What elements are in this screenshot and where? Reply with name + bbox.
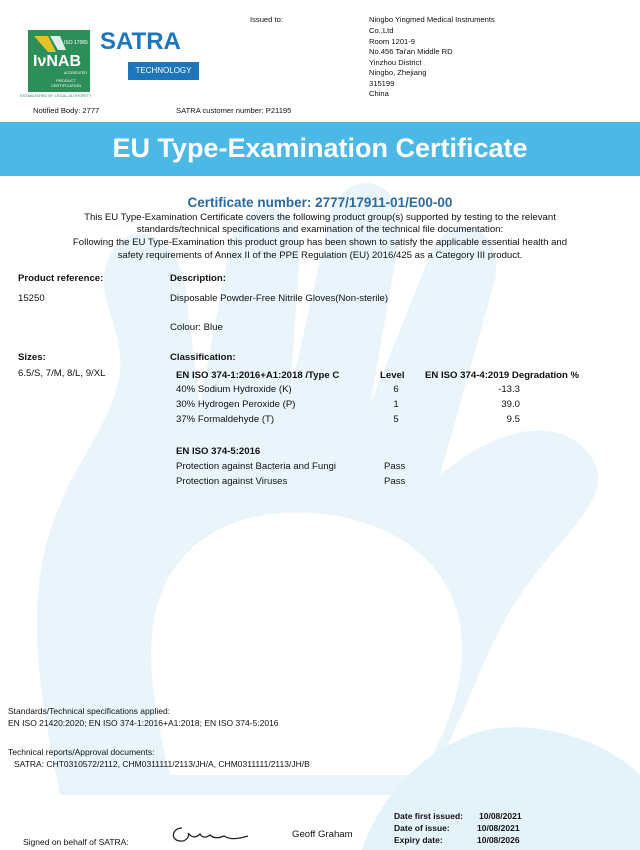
intro-line: Following the EU Type-Examination this product group has been shown to satisfy the applicable essential health and xyxy=(72,237,568,248)
satra-logo-tag: TECHNOLOGY xyxy=(128,62,199,80)
intro-line: safety requirements of Annex II of the PPE Regulation (EU) 2016/425 as a Category III product. xyxy=(117,250,523,261)
micro-header: EN ISO 374-5:2016 xyxy=(176,446,261,457)
issued-to-line: Ningbo, Zhejiang xyxy=(369,68,427,77)
header-area xyxy=(0,0,640,122)
chem-row-degradation: 9.5 xyxy=(506,414,520,425)
issued-to-line: Ningbo Yingmed Medical Instruments xyxy=(369,15,495,24)
satra-logo-name: SATRA xyxy=(100,28,181,55)
chem-row-degradation: 39.0 xyxy=(501,399,520,410)
notified-body: Notified Body: 2777 xyxy=(33,106,100,115)
expiry-date-label: Expiry date: xyxy=(394,835,443,845)
sizes-label: Sizes: xyxy=(18,352,46,363)
date-of-issue-value: 10/08/2021 xyxy=(477,823,520,833)
chem-row-level: 6 xyxy=(393,384,399,395)
issued-to-label: Issued to: xyxy=(250,15,283,24)
chem-row-name: 40% Sodium Hydroxide (K) xyxy=(176,384,292,395)
issued-to-line: No.456 Tai'an Middle RD xyxy=(369,47,453,56)
description-label: Description: xyxy=(170,273,226,284)
product-reference-value: 15250 xyxy=(18,293,45,304)
level-header: Level xyxy=(380,370,405,381)
signature-scribble-icon xyxy=(168,824,254,846)
colour-value: Colour: Blue xyxy=(170,322,223,333)
issued-to-line: Room 1201-9 xyxy=(369,37,416,46)
ukas-legal-text: ESTABLISHED BY LEGAL AUTHORITY xyxy=(20,93,92,98)
description-value: Disposable Powder-Free Nitrile Gloves(Non-sterile) xyxy=(170,293,389,304)
expiry-date-value: 10/08/2026 xyxy=(477,835,520,845)
micro-row-item: Protection against Bacteria and Fungi xyxy=(176,461,336,472)
chem-row-name: 37% Formaldehyde (T) xyxy=(176,414,275,425)
micro-row-result: Pass xyxy=(384,461,406,472)
ivnab-mark: IνNAB xyxy=(33,53,82,70)
reports-label: Technical reports/Approval documents: xyxy=(8,747,155,757)
intro-line: standards/technical specifications and examination of the technical file documentation: xyxy=(136,224,504,235)
micro-row-result: Pass xyxy=(384,476,406,487)
issued-to-line: China xyxy=(369,89,389,98)
ukas-product-cert: PRODUCT CERTIFICATION xyxy=(50,78,82,88)
product-reference-label: Product reference: xyxy=(18,273,104,284)
standards-value: EN ISO 21420:2020; EN ISO 374-1:2016+A1:2018; EN ISO 374-5:2016 xyxy=(8,718,279,728)
micro-row-item: Protection against Viruses xyxy=(176,476,288,487)
signed-on-behalf: Signed on behalf of SATRA: xyxy=(23,837,129,847)
issued-to-line: Co.,Ltd xyxy=(369,26,394,35)
chem-row-degradation: -13.3 xyxy=(498,384,520,395)
degradation-header: EN ISO 374-4:2019 Degradation % xyxy=(425,370,580,381)
sizes-value: 6.5/S, 7/M, 8/L, 9/XL xyxy=(18,368,106,379)
certificate-number: Certificate number: 2777/17911-01/E00-00 xyxy=(187,195,453,210)
issued-to-line: 315199 xyxy=(369,79,395,88)
ukas-logo xyxy=(28,30,90,92)
glove-watermark-inner xyxy=(151,513,462,776)
chem-row-level: 5 xyxy=(393,414,399,425)
signatory-name: Geoff Graham xyxy=(292,829,353,840)
customer-number: SATRA customer number: P21195 xyxy=(176,106,292,115)
ivnab-sub: ACCREDITED xyxy=(64,71,87,75)
standards-label: Standards/Technical specifications applied: xyxy=(8,706,171,716)
reports-value: SATRA: CHT0310572/2112, CHM0311111/2113/JH/A, CHM0311111/2113/JH/B xyxy=(14,759,310,769)
chem-header: EN ISO 374-1:2016+A1:2018 /Type C xyxy=(176,370,340,381)
chem-row-name: 30% Hydrogen Peroxide (P) xyxy=(176,399,296,410)
signature xyxy=(168,824,254,846)
date-first-issued-value: 10/08/2021 xyxy=(479,811,522,821)
issued-to-line: Yinzhou District xyxy=(369,58,422,67)
intro-line: This EU Type-Examination Certificate covers the following product group(s) supported by testing to the relevant xyxy=(84,212,556,223)
page-title: EU Type-Examination Certificate xyxy=(112,133,528,163)
date-first-issued-label: Date first issued: xyxy=(394,811,463,821)
chem-row-level: 1 xyxy=(393,399,399,410)
ukas-iso-text: ISO 17065 xyxy=(64,40,88,46)
classification-label: Classification: xyxy=(170,352,236,363)
date-of-issue-label: Date of issue: xyxy=(394,823,450,833)
